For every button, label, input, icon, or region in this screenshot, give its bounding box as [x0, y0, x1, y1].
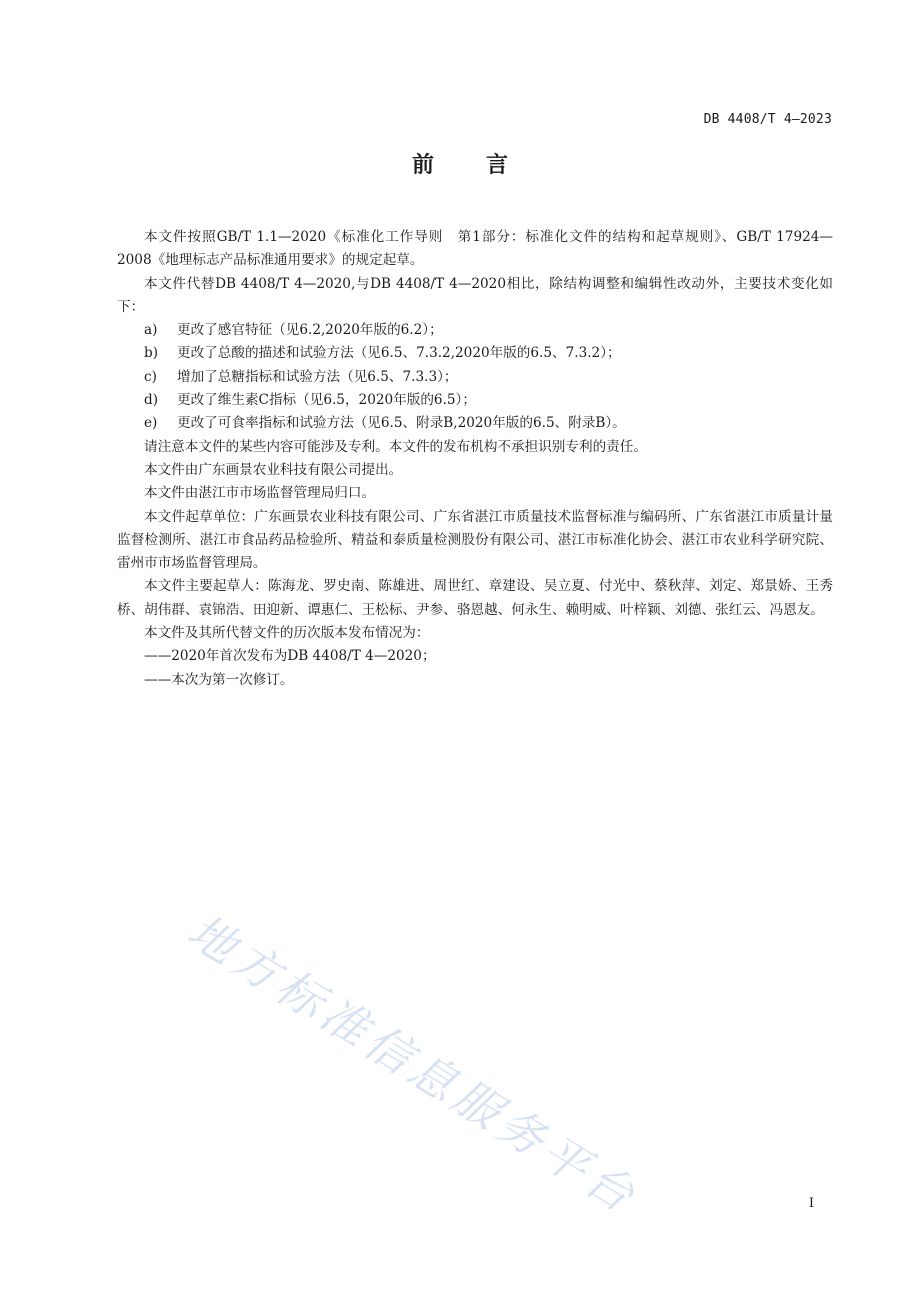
paragraph-centralized-unit: 本文件由湛江市市场监督管理局归口。 [144, 485, 376, 502]
history-item: ——2020年首次发布为DB 4408/T 4—2020； [144, 648, 436, 665]
list-item-text: 增加了总糖指标和试验方法（见6.5、7.3.3）； [177, 368, 458, 385]
list-item [117, 389, 833, 412]
paragraph-drafters: 本文件主要起草人：陈海龙、罗史南、陈雄进、周世红、章建设、吴立夏、付光中、蔡秋萍、刘定、郑景娇、王秀桥、胡伟群、袁锦浩、田迎新、谭惠仁、王松标、尹参、骆恩越、何永生、赖明威、叶梓颖、刘德、张红云、冯恩友。 [117, 578, 833, 618]
history-item: ——本次为第一次修订。 [144, 671, 294, 688]
list-item [117, 319, 833, 342]
paragraph-drafting-units: 本文件起草单位：广东画景农业科技有限公司、广东省湛江市质量技术监督标准与编码所、广东省湛江市质量计量监督检测所、湛江市食品药品检验所、精益和泰质量检测股份有限公司、湛江市标准化协会、湛江市农业科学研究院、雷州市市场监督管理局。 [117, 508, 833, 572]
list-marker: d) [144, 392, 159, 409]
list-item-text: 更改了可食率指标和试验方法（见6.5、附录B,2020年版的6.5、附录B）。 [177, 415, 626, 432]
list-item [117, 366, 833, 389]
list-marker: b) [144, 345, 159, 362]
watermark-text: 地方标准信息服务平台 [178, 903, 649, 1225]
paragraph-replacement: 本文件代替DB 4408/T 4—2020,与DB 4408/T 4—2020相比，除结构调整和编辑性改动外，主要技术变化如下： [117, 275, 833, 315]
paragraph-drafting-basis: 本文件按照GB/T 1.1—2020《标准化工作导则 第1部分：标准化文件的结构和起草规则》、GB/T 17924—2008《地理标志产品标准通用要求》的规定起草。 [117, 229, 833, 269]
paragraph-proposer: 本文件由广东画景农业科技有限公司提出。 [144, 461, 403, 478]
page-number: I [808, 1196, 814, 1211]
list-item-text: 更改了总酸的描述和试验方法（见6.5、7.3.2,2020年版的6.5、7.3.2）； [177, 345, 621, 362]
list-marker: c) [144, 368, 157, 385]
list-marker: a) [144, 322, 158, 339]
list-marker: e) [144, 415, 158, 432]
list-item-text: 更改了维生素C指标（见6.5，2020年版的6.5）； [177, 392, 476, 409]
list-item [117, 412, 833, 435]
paragraph-version-history: 本文件及其所代替文件的历次版本发布情况为： [144, 625, 430, 642]
paragraph-patent-notice: 请注意本文件的某些内容可能涉及专利。本文件的发布机构不承担识别专利的责任。 [144, 438, 647, 455]
foreword-body [117, 226, 833, 692]
list-item-text: 更改了感官特征（见6.2,2020年版的6.2）； [177, 322, 443, 339]
document-code: DB 4408/T 4—2023 [703, 112, 832, 127]
page-title: 前言 [411, 153, 560, 178]
list-item [117, 342, 833, 365]
